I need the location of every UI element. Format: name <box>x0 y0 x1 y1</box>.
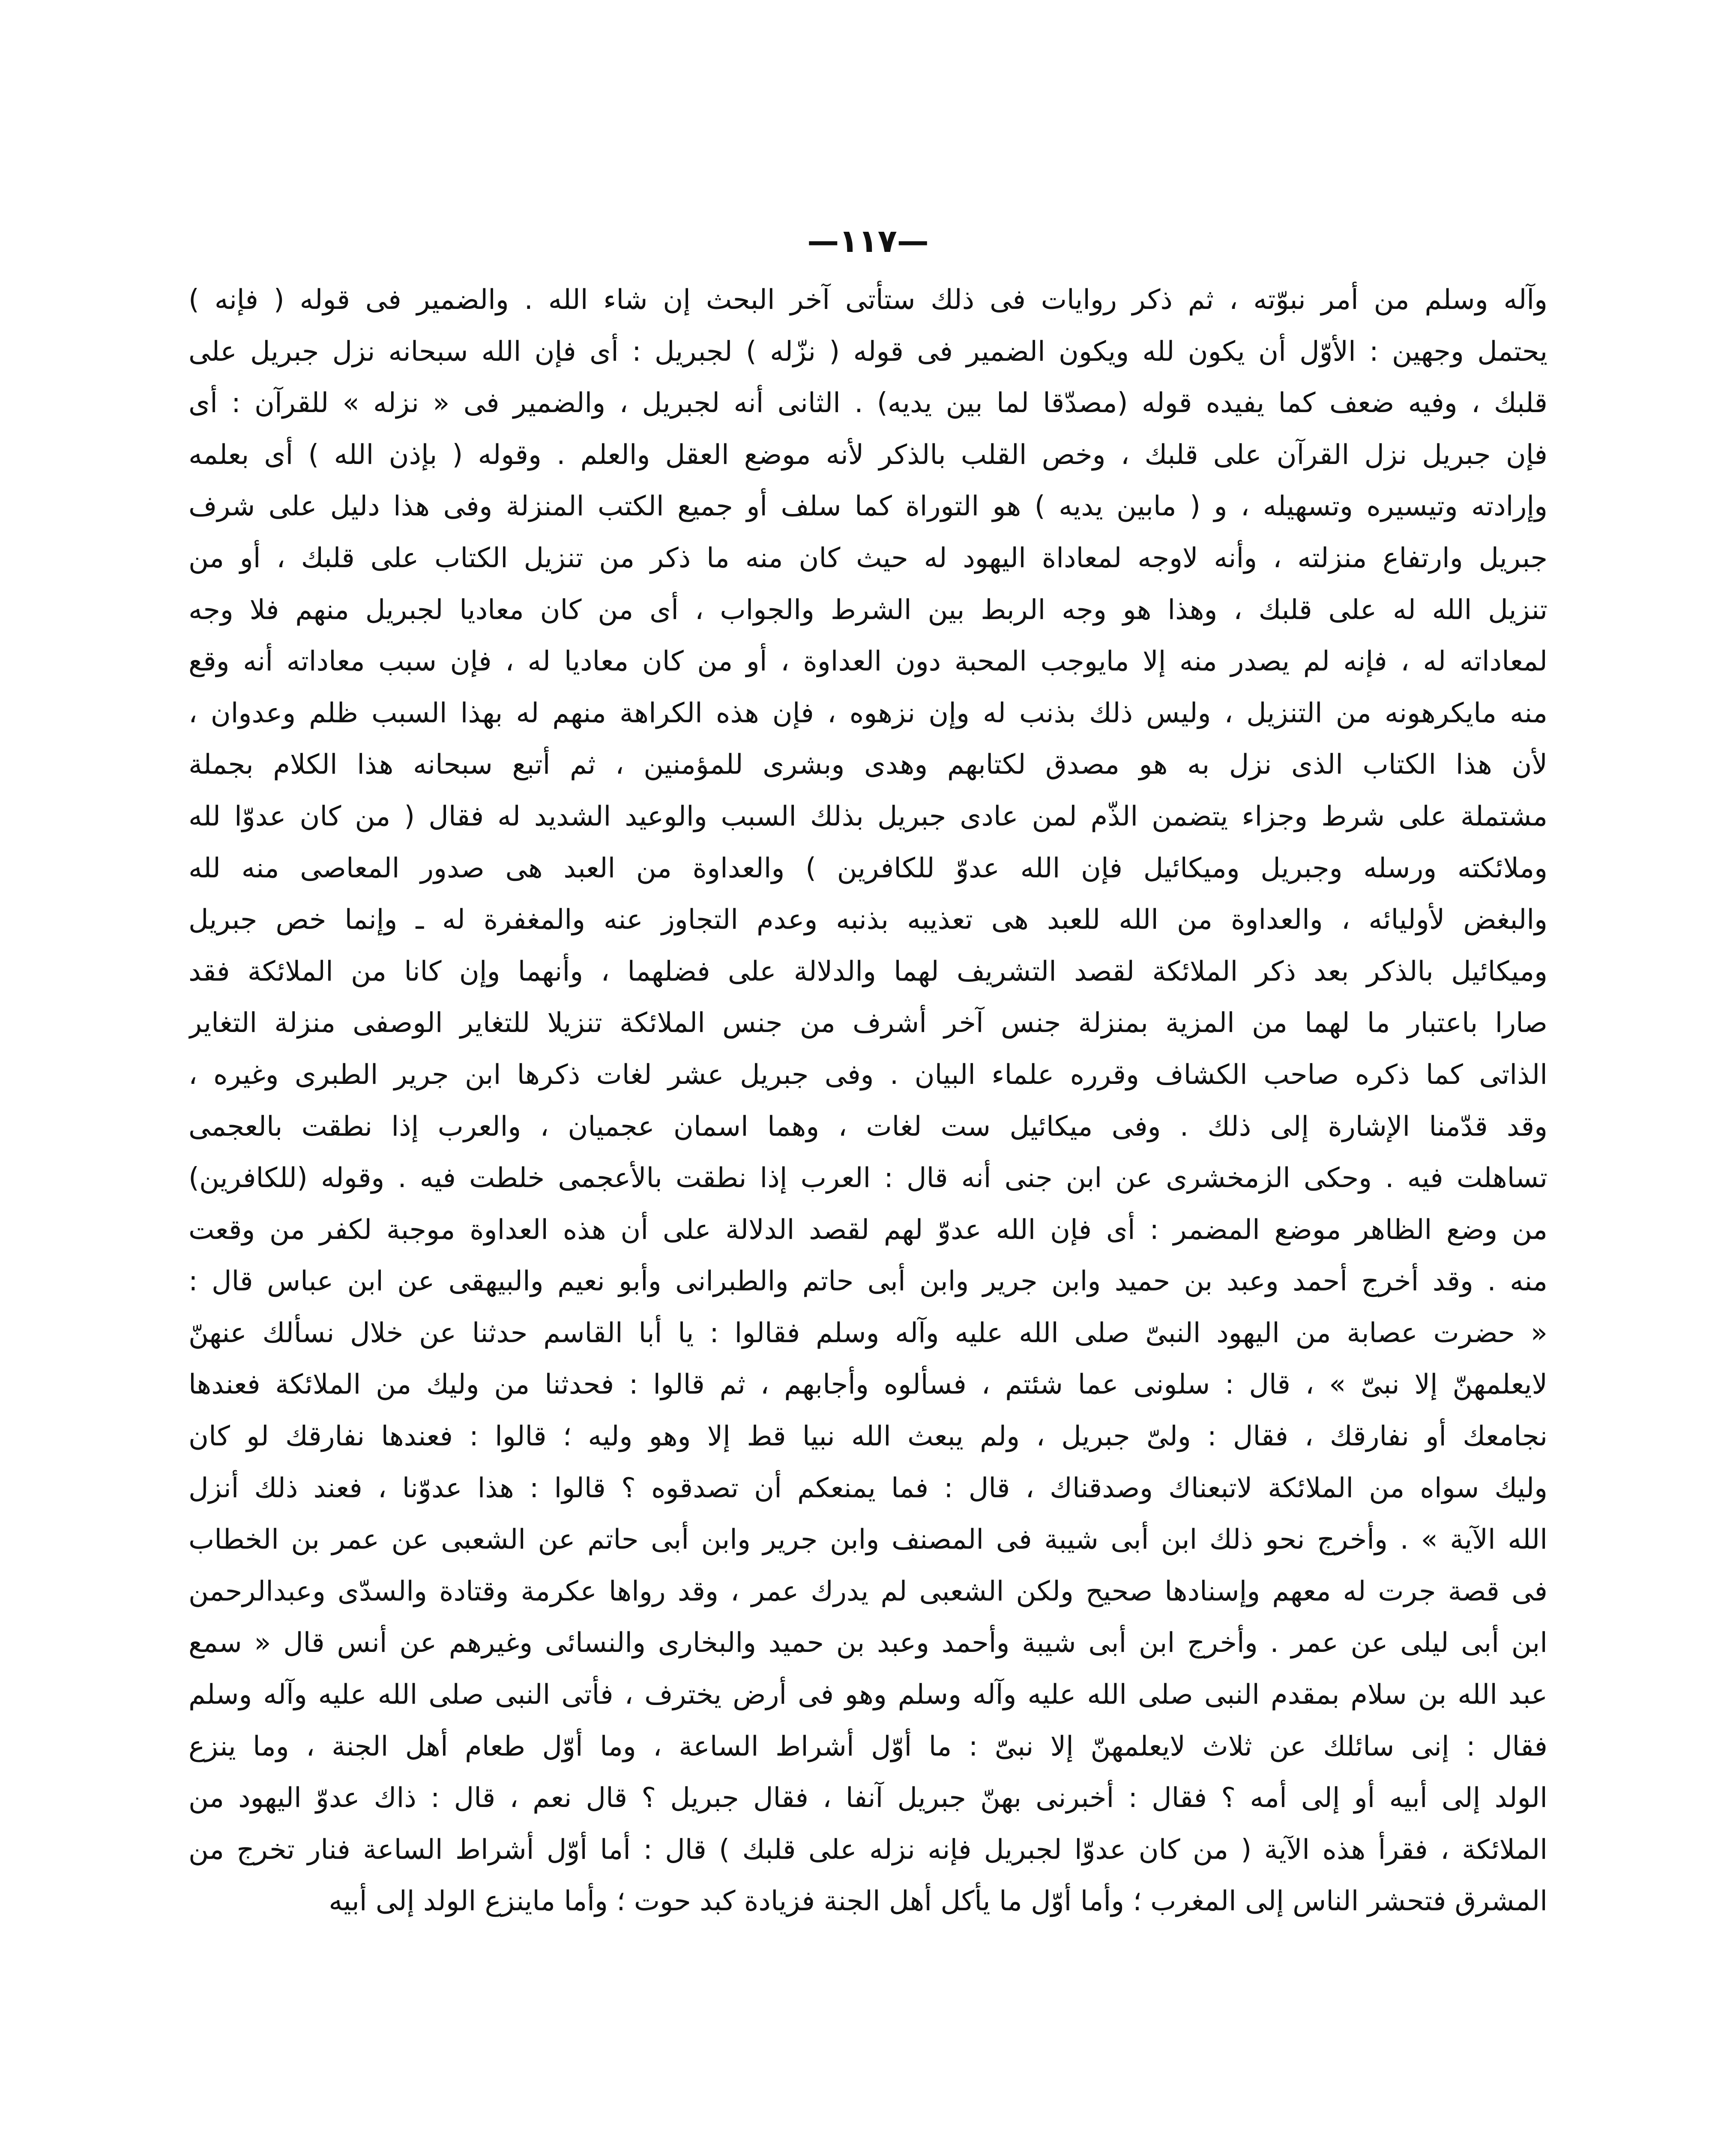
text-line: الولد إلى أبيه أو إلى أمه ؟ فقال : أخبرنى بهنّ جبريل آنفا ، فقال جبريل ؟ قال نعم ، قال : ذاك عدوّ اليهود من <box>189 1782 1547 1814</box>
text-line: المشرق فتحشر الناس إلى المغرب ؛ وأما أوّل ما يأكل أهل الجنة فزيادة كبد حوت ؛ وأما ماينزع الولد إلى أبيه <box>329 1885 1547 1918</box>
text-line: وقد قدّمنا الإشارة إلى ذلك . وفى ميكائيل ست لغات ، وهما اسمان عجميان ، والعرب إذا نطقت بالعجمى <box>189 1110 1547 1143</box>
text-line: منه . وقد أخرج أحمد وعبد بن حميد وابن جرير وابن أبى حاتم والطبرانى وأبو نعيم والبيهقى عن ابن عباس قال : <box>189 1265 1547 1298</box>
text-line: « حضرت عصابة من اليهود النبىّ صلى الله عليه وآله وسلم فقالوا : يا أبا القاسم حدثنا عن خلال نسألك عنهنّ <box>189 1317 1547 1349</box>
text-line: فى قصة جرت له معهم وإسنادها صحيح ولكن الشعبى لم يدرك عمر ، وقد رواها عكرمة وقتادة والسدّى وعبدالرحمن <box>189 1575 1547 1607</box>
text-line: وإرادته وتيسيره وتسهيله ، و ( مابين يديه ) هو التوراة كما سلف أو جميع الكتب المنزلة وفى هذا دليل على شرف <box>189 491 1547 523</box>
text-line: وآله وسلم من أمر نبوّته ، ثم ذكر روايات فى ذلك ستأتى آخر البحث إن شاء الله . والضمير فى قوله ( فإنه ) <box>189 284 1547 316</box>
text-line: جبريل وارتفاع منزلته ، وأنه لاوجه لمعاداة اليهود له حيث كان منه ما ذكر من تنزيل الكتاب على قلبك ، أو من <box>189 542 1547 574</box>
text-line: لأن هذا الكتاب الذى نزل به هو مصدق لكتابهم وهدى وبشرى للمؤمنين ، ثم أتبع سبحانه هذا الكلام بجملة <box>189 749 1547 781</box>
text-line: صارا باعتبار ما لهما من المزية بمنزلة جنس آخر أشرف من جنس الملائكة تنزيلا للتغاير الوصفى منزلة التغاير <box>189 1007 1547 1039</box>
text-line: يحتمل وجهين : الأوّل أن يكون لله ويكون الضمير فى قوله ( نزّله ) لجبريل : أى فإن الله سبحانه نزل جبريل على <box>189 335 1547 368</box>
text-line: من وضع الظاهر موضع المضمر : أى فإن الله عدوّ لهم لقصد الدلالة على أن هذه العداوة موجبة لكفر من وقعت <box>189 1214 1547 1246</box>
text-line: منه مايكرهونه من التنزيل ، وليس ذلك بذنب له وإن نزهوه ، فإن هذه الكراهة منهم له بهذا السبب ظلم وعدوان ، <box>189 697 1547 729</box>
text-line: ابن أبى ليلى عن عمر . وأخرج ابن أبى شيبة وأحمد وعبد بن حميد والبخارى والنسائى وغيرهم عن أنس قال « سمع <box>189 1627 1547 1659</box>
body-text <box>189 274 1547 1927</box>
text-line: تنزيل الله له على قلبك ، وهذا هو وجه الربط بين الشرط والجواب ، أى من كان معاديا لجبريل منهم فلا وجه <box>189 594 1547 626</box>
text-line: الله الآية » . وأخرج نحو ذلك ابن أبى شيبة فى المصنف وابن جرير وابن أبى حاتم عن الشعبى عن عمر بن الخطاب <box>189 1524 1547 1556</box>
text-line: فقال : إنى سائلك عن ثلاث لايعلمهنّ إلا نبىّ : ما أوّل أشراط الساعة ، وما أوّل طعام أهل الجنة ، وما ينزع <box>189 1730 1547 1762</box>
text-line: لايعلمهنّ إلا نبىّ » ، قال : سلونى عما شئتم ، فسألوه وأجابهم ، ثم قالوا : فحدثنا من وليك من الملائكة فعندها <box>189 1369 1547 1401</box>
text-line: وميكائيل بالذكر بعد ذكر الملائكة لقصد التشريف لهما والدلالة على فضلهما ، وأنهما وإن كانا من الملائكة فقد <box>189 955 1547 987</box>
text-line: مشتملة على شرط وجزاء يتضمن الذّم لمن عادى جبريل بذلك السبب والوعيد الشديد له فقال ( من كان عدوّا لله <box>189 800 1547 832</box>
text-line: لمعاداته له ، فإنه لم يصدر منه إلا مايوجب المحبة دون العداوة ، أو من كان معاديا له ، فإن سبب معاداته أنه وقع <box>189 646 1547 678</box>
page-number: —١١٧— <box>807 223 929 260</box>
text-line: نجامعك أو نفارقك ، فقال : ولىّ جبريل ، ولم يبعث الله نبيا قط إلا وهو وليه ؛ قالوا : فعندها نفارقك لو كان <box>189 1421 1547 1453</box>
text-line: قلبك ، وفيه ضعف كما يفيده قوله (مصدّقا لما بين يديه) . الثانى أنه لجبريل ، والضمير فى « نزله » للقرآن : أى <box>189 387 1547 419</box>
text-line: وليك سواه من الملائكة لاتبعناك وصدقناك ، قال : فما يمنعكم أن تصدقوه ؟ قالوا : هذا عدوّنا ، فعند ذلك أنزل <box>189 1472 1547 1504</box>
text-line: فإن جبريل نزل القرآن على قلبك ، وخص القلب بالذكر لأنه موضع العقل والعلم . وقوله ( بإذن الله ) أى بعلمه <box>189 439 1547 471</box>
text-line: تساهلت فيه . وحكى الزمخشرى عن ابن جنى أنه قال : العرب إذا نطقت بالأعجمى خلطت فيه . وقوله (للكافرين) <box>189 1162 1547 1194</box>
text-line: الملائكة ، فقرأ هذه الآية ( من كان عدوّا لجبريل فإنه نزله على قلبك ) قال : أما أوّل أشراط الساعة فنار تخرج من <box>189 1834 1547 1866</box>
text-line: وملائكته ورسله وجبريل وميكائيل فإن الله عدوّ للكافرين ) والعداوة من العبد هى صدور المعاصى منه لله <box>189 852 1547 884</box>
text-line: عبد الله بن سلام بمقدم النبى صلى الله عليه وآله وسلم وهو فى أرض يخترف ، فأتى النبى صلى الله عليه وآله وسلم <box>189 1679 1547 1711</box>
text-line: الذاتى كما ذكره صاحب الكشاف وقرره علماء البيان . وفى جبريل عشر لغات ذكرها ابن جرير الطبرى وغيره ، <box>189 1059 1547 1091</box>
text-line: والبغض لأوليائه ، والعداوة من الله للعبد هى تعذيبه بذنبه وعدم التجاوز عنه والمغفرة له ـ وإنما خص جبريل <box>189 904 1547 936</box>
